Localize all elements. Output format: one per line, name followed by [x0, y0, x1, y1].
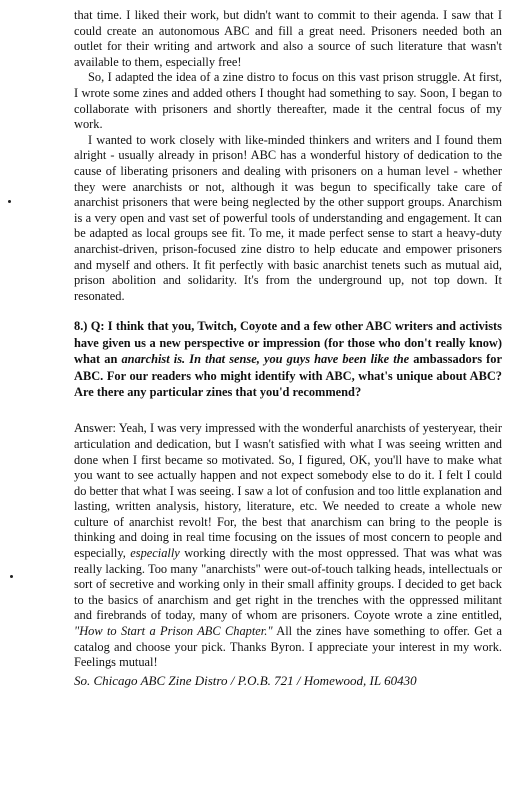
answer-text: working directly with the most oppressed. That was what was really lacking. Too many "anarchists" were out-of-touch talking heads, intellectuals or sort of secretive and working only in their small affinity groups. I decided to get back to the basics of anarchism and get right in the trenches with the oppressed militant and firebrands of today, many of whom are prisoners. Coyote wrote a zine entitled,	[74, 546, 503, 623]
article-body	[74, 8, 502, 688]
answer-emphasis: "How to Start a Prison ABC Chapter."	[74, 624, 273, 639]
answer-text: All the zines have something to offer. Get a catalog and choose your pick. Thanks Byron. I appreciate your interest in my work. Feelings mutual!	[74, 624, 502, 670]
question-text: ambassadors for ABC. For our readers who might identify with ABC, what's unique about ABC? Are there any particular zines that you'd recommend?	[74, 352, 502, 399]
margin-speck	[8, 200, 11, 203]
paragraph-3: I wanted to work closely with like-minded thinkers and writers and I found them alright - usually already in prison! ABC has a wonderful history of dedication to the cause of liberating prisoners and dealing with prisoners on a human level - whether they were anarchists or not, although it was begun to specifically take care of anarchist prisoners that were being neglected by the other support groups. Anarchism is a very open and vast set of powerful tools of understanding and engagement. It can be adapted as local groups see fit. To me, it made perfect sense to start a heavy-duty anarchist-driven, prison-focused zine distro to help educate and empower prisoners and myself and others. It fit perfectly with basic anarchist tenets such as mutual aid, prison abolition and solidarity. It's from the underground up, not top down. It resonated.	[74, 132, 502, 303]
paragraph-1: that time. I liked their work, but didn't want to commit to their agenda. I saw that I could create an autonomous ABC and fill a great need. Prisoners needed both an outlet for their writing and artwork and also a source of such literature that wasn't available to them, especially free!	[74, 8, 502, 69]
margin-speck	[10, 575, 13, 578]
question-emphasis: In that sense, you guys have been like the	[189, 352, 410, 367]
interview-question	[74, 318, 502, 400]
answer-text: Answer: Yeah, I was very impressed with the wonderful anarchists of yesteryear, their articulation and dedication, but I wasn't satisfied with what I was seeing written and done when I first became so motivated. So, I figured, OK, you'll have to make what you want to see actually happen and not expect somebody else to do it. I felt I could do better that what I was seeing. I saw a lot of confusion and too little explanation and lasting, written analysis, history, literature, etc. We needed to create a whole new culture of anarchist revolt! For, the best that anarchism can bring to the people is thinking and doing in real time focusing on the issues of most concern to people and especially,	[74, 421, 502, 561]
answer-emphasis: especially	[130, 546, 180, 561]
question-text: 8.) Q: I think that you, Twitch, Coyote and a few other ABC writers and activists have given us a new perspective or impression (for those who don't really know) what an	[74, 319, 502, 367]
interview-answer	[74, 421, 502, 671]
contact-address: So. Chicago ABC Zine Distro / P.O.B. 721 / Homewood, IL 60430	[74, 672, 417, 688]
question-emphasis: anarchist is.	[121, 352, 186, 367]
paragraph-2: So, I adapted the idea of a zine distro to focus on this vast prison struggle. At first, I wrote some zines and added others I thought had something to say. Soon, I began to collaborate with prisoners and shortly thereafter, made it the central focus of my work.	[74, 70, 502, 132]
